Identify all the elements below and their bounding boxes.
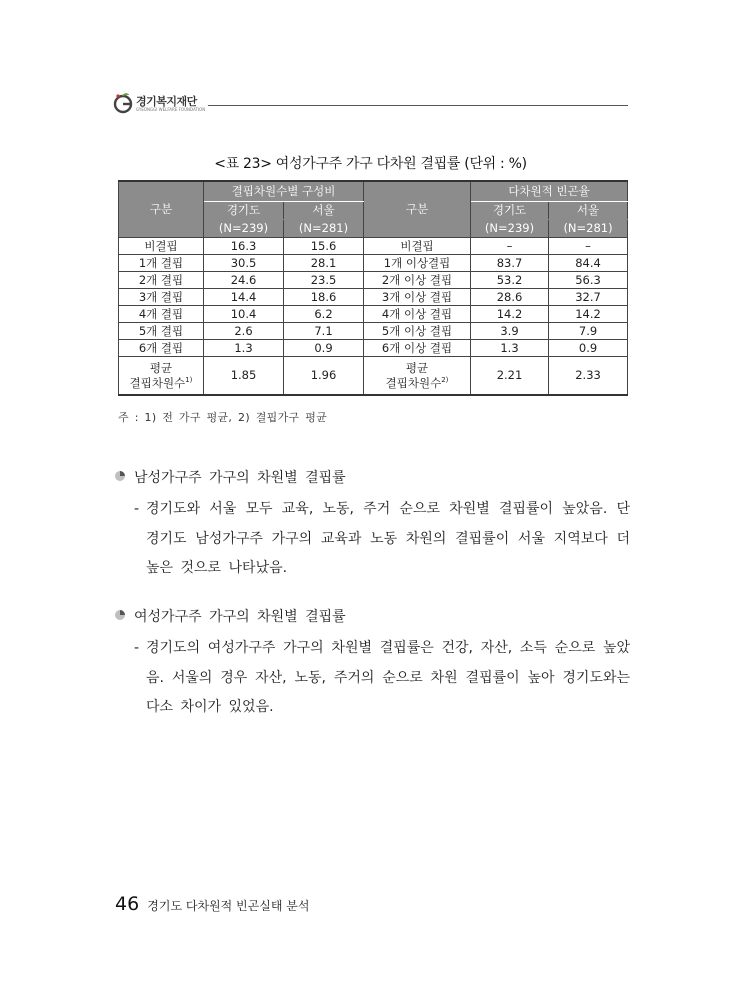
n-gyeonggi-left: (N=239)	[204, 220, 284, 238]
org-subtitle: GYEONGGI WELFARE FOUNDATION	[136, 107, 206, 112]
col-group-right: 다차원적 빈곤율	[471, 181, 628, 202]
cell-value: 10.4	[204, 306, 284, 323]
cell-value: 1.96	[284, 357, 364, 396]
cell-value: 23.5	[284, 272, 364, 289]
header-divider	[208, 105, 628, 106]
table-row-average	[119, 357, 628, 396]
cell-value: 2.33	[549, 357, 628, 396]
footnote-marker: 1)	[185, 375, 193, 384]
row-label-right: 4개 이상 결핍	[364, 306, 471, 323]
bullet-icon	[114, 609, 126, 621]
cell-value: 0.9	[284, 340, 364, 357]
row-label-left: 1개 결핍	[119, 255, 204, 272]
dash-marker: -	[134, 501, 140, 517]
row-label-left: 2개 결핍	[119, 272, 204, 289]
cell-value: 2.21	[471, 357, 549, 396]
gubun-header-right: 구분	[364, 181, 471, 238]
avg-label-left	[119, 357, 204, 396]
row-label-left: 4개 결핍	[119, 306, 204, 323]
cell-value: 56.3	[549, 272, 628, 289]
cell-value: 14.4	[204, 289, 284, 306]
table-row	[119, 255, 628, 272]
section-heading	[114, 606, 630, 628]
table-row	[119, 289, 628, 306]
row-label-right: 비결핍	[364, 238, 471, 255]
row-label-right: 2개 이상 결핍	[364, 272, 471, 289]
dash-marker: -	[134, 640, 140, 656]
table-row	[119, 306, 628, 323]
row-label-left: 3개 결핍	[119, 289, 204, 306]
col-seoul-right: 서울	[549, 202, 628, 220]
cell-value: 84.4	[549, 255, 628, 272]
section-female-households	[114, 606, 630, 723]
page-footer	[115, 893, 309, 915]
section-heading-text: 남성가구주 가구의 차원별 결핍률	[134, 470, 346, 486]
cell-value: 83.7	[471, 255, 549, 272]
n-seoul-right: (N=281)	[549, 220, 628, 238]
cell-value: 14.2	[471, 306, 549, 323]
cell-value: 6.2	[284, 306, 364, 323]
row-label-right: 3개 이상 결핍	[364, 289, 471, 306]
cell-value: –	[471, 238, 549, 255]
bullet-icon	[114, 470, 126, 482]
row-label-right: 1개 이상결핍	[364, 255, 471, 272]
footer-title: 경기도 다차원적 빈곤실태 분석	[147, 899, 310, 913]
table-row	[119, 238, 628, 255]
section-body	[134, 634, 630, 723]
section-body-text: 경기도와 서울 모두 교육, 노동, 주거 순으로 차원별 결핍률이 높았음. 단 경기도 남성가구주 가구의 교육과 노동 차원의 결핍률이 서울 지역보다 더 높은 것으로 나타났음.	[146, 501, 630, 576]
section-body	[134, 495, 630, 584]
cell-value: 7.1	[284, 323, 364, 340]
n-seoul-left: (N=281)	[284, 220, 364, 238]
org-name: 경기복지재단	[136, 95, 197, 108]
cell-value: 1.85	[204, 357, 284, 396]
cell-value: 0.9	[549, 340, 628, 357]
table-row	[119, 340, 628, 357]
avg-label-right	[364, 357, 471, 396]
avg-label-line1: 평균	[149, 360, 173, 375]
col-group-left: 결핍차원수별 구성비	[204, 181, 364, 202]
row-label-right: 6개 이상 결핍	[364, 340, 471, 357]
page-header	[112, 90, 628, 120]
row-label-right: 5개 이상 결핍	[364, 323, 471, 340]
col-seoul-left: 서울	[284, 202, 364, 220]
table-title: <표 23> 여성가구주 가구 다차원 결핍률 (단위 : %)	[214, 156, 527, 172]
avg-label-line2: 결핍차원수	[129, 375, 186, 390]
col-gyeonggi-left: 경기도	[204, 202, 284, 220]
row-label-left: 비결핍	[119, 238, 204, 255]
cell-value: 16.3	[204, 238, 284, 255]
section-heading-text: 여성가구주 가구의 차원별 결핍률	[134, 609, 346, 625]
footnote-marker: 2)	[441, 375, 449, 384]
cell-value: 15.6	[284, 238, 364, 255]
cell-value: –	[549, 238, 628, 255]
cell-value: 24.6	[204, 272, 284, 289]
row-label-left: 5개 결핍	[119, 323, 204, 340]
cell-value: 32.7	[549, 289, 628, 306]
cell-value: 53.2	[471, 272, 549, 289]
cell-value: 1.3	[471, 340, 549, 357]
section-heading	[114, 467, 630, 489]
cell-value: 18.6	[284, 289, 364, 306]
table-row	[119, 272, 628, 289]
cell-value: 14.2	[549, 306, 628, 323]
cell-value: 1.3	[204, 340, 284, 357]
n-gyeonggi-right: (N=239)	[471, 220, 549, 238]
table-row	[119, 323, 628, 340]
foundation-logo-icon	[112, 92, 134, 114]
col-gyeonggi-right: 경기도	[471, 202, 549, 220]
cell-value: 30.5	[204, 255, 284, 272]
deprivation-table	[118, 180, 628, 396]
section-body-text: 경기도의 여성가구주 가구의 차원별 결핍률은 건강, 자산, 소득 순으로 높았음. 서울의 경우 자산, 노동, 주거의 순으로 차원 결핍률이 높아 경기도와는 다소 차이가 있었음.	[146, 640, 630, 715]
cell-value: 3.9	[471, 323, 549, 340]
avg-label-line1: 평균	[405, 360, 429, 375]
table-note: 주 : 1) 전 가구 평균, 2) 결핍가구 평균	[118, 411, 328, 424]
avg-label-line2: 결핍차원수	[385, 375, 442, 390]
cell-value: 28.6	[471, 289, 549, 306]
cell-value: 7.9	[549, 323, 628, 340]
page-number: 46	[115, 893, 140, 915]
cell-value: 2.6	[204, 323, 284, 340]
gubun-header-left: 구분	[119, 181, 204, 238]
cell-value: 28.1	[284, 255, 364, 272]
section-male-households	[114, 467, 630, 584]
row-label-left: 6개 결핍	[119, 340, 204, 357]
